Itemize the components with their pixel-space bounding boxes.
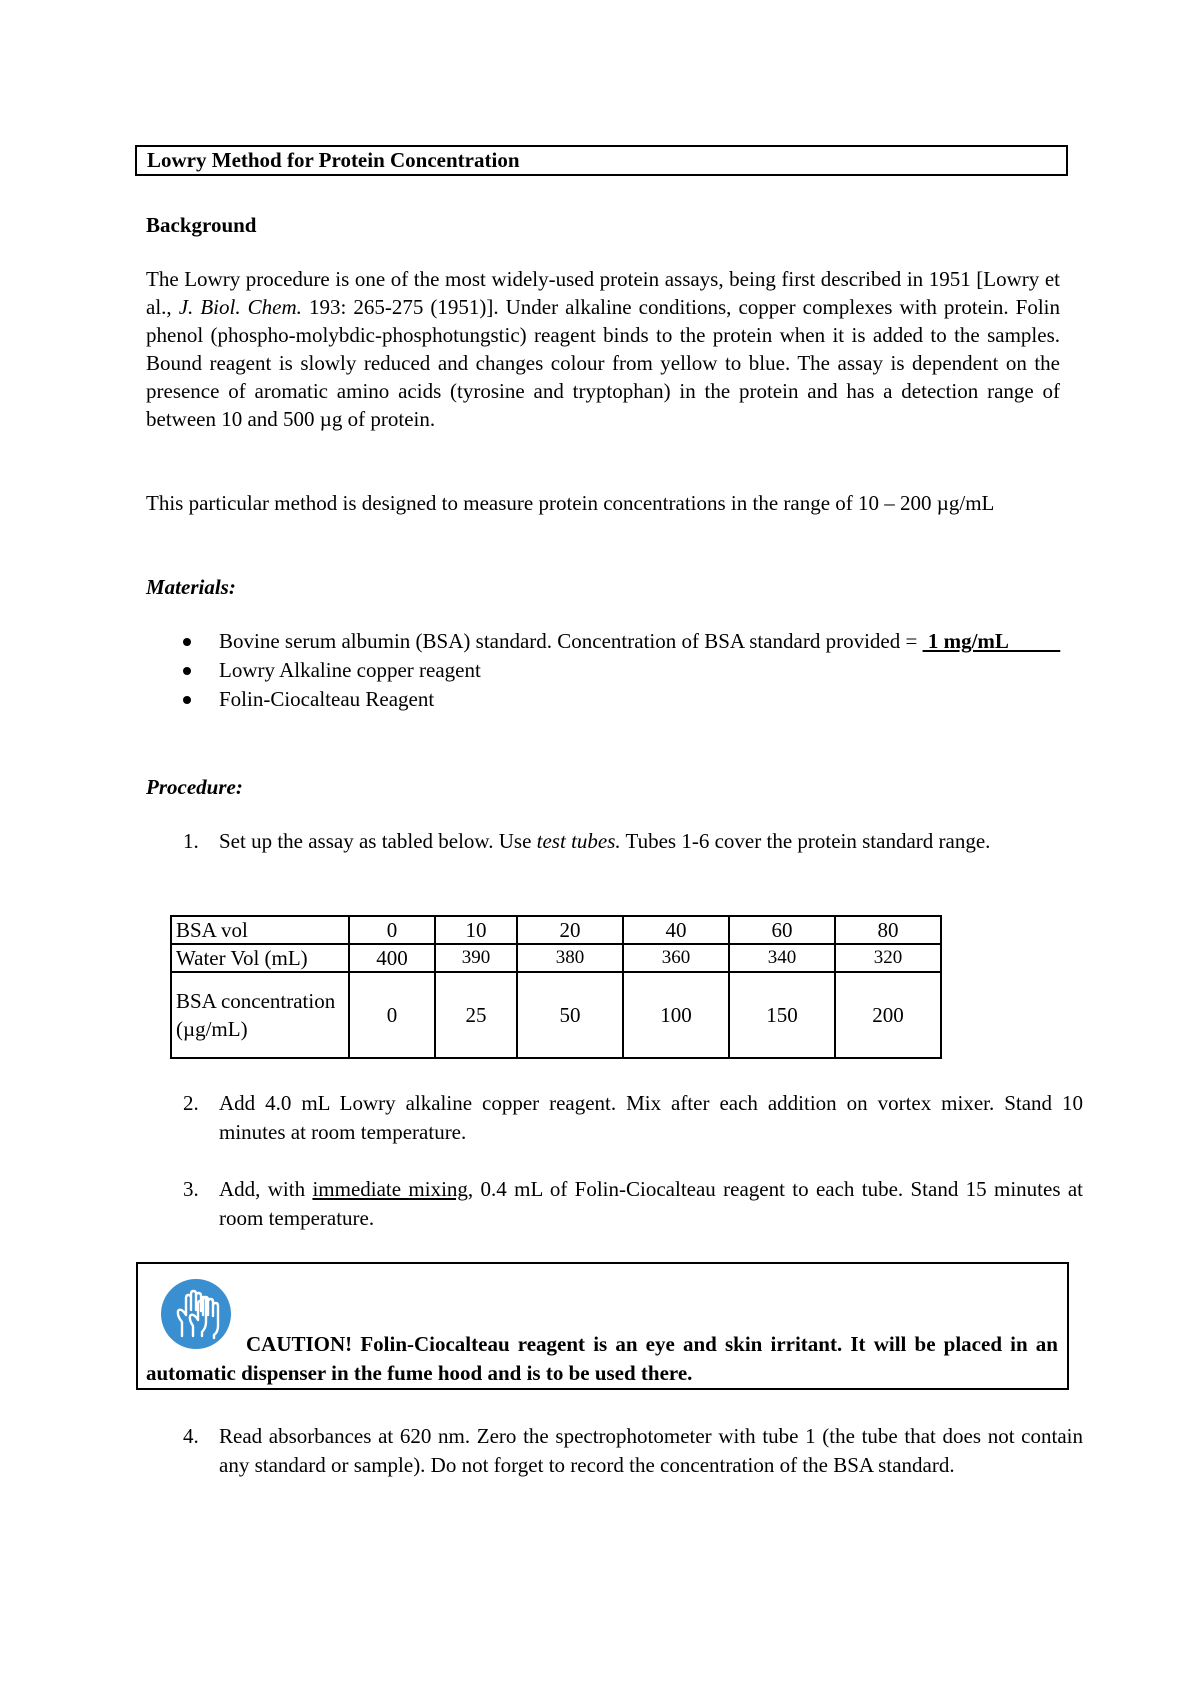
table-cell: 390: [435, 944, 517, 972]
step-text: Add, with immediate mixing, 0.4 mL of Folin-Ciocalteau reagent to each tube. Stand 15 minutes at room temperature.: [219, 1177, 1083, 1230]
procedure-heading: Procedure:: [146, 775, 243, 799]
materials-heading: Materials:: [146, 575, 236, 599]
step-number: 2.: [183, 1091, 199, 1115]
materials-list: [146, 627, 1066, 714]
table-cell: 50: [517, 972, 623, 1058]
table-cell: 380: [517, 944, 623, 972]
immediate-mixing-emphasis: immediate mixing: [312, 1177, 468, 1201]
table-cell: 340: [729, 944, 835, 972]
bullet-icon: [183, 696, 191, 704]
range-paragraph: This particular method is designed to measure protein concentrations in the range of 10 – 200 µg/mL: [146, 491, 995, 515]
bullet-icon: [183, 667, 191, 675]
table-cell: 320: [835, 944, 941, 972]
step-number: 1.: [183, 829, 199, 853]
table-cell: 100: [623, 972, 729, 1058]
table-row: [171, 944, 941, 972]
bsa-standard-text: Bovine serum albumin (BSA) standard. Concentration of BSA standard provided =: [219, 629, 923, 653]
table-cell: 40: [623, 916, 729, 944]
list-item: [146, 627, 1066, 656]
copper-reagent-text: Lowry Alkaline copper reagent: [219, 658, 481, 682]
table-row: [171, 972, 941, 1058]
step-text: Add 4.0 mL Lowry alkaline copper reagent. Mix after each addition on vortex mixer. Stand 10 minutes at room temperature.: [219, 1091, 1083, 1144]
table-cell: 0: [349, 916, 435, 944]
table-cell: 0: [349, 972, 435, 1058]
table-cell: 360: [623, 944, 729, 972]
procedure-step-3: [183, 1175, 1083, 1233]
test-tubes-emphasis: test tubes.: [536, 829, 621, 853]
table-row: [171, 916, 941, 944]
procedure-step-1: [183, 827, 1083, 856]
background-text-b: 193: 265-275 (1951)]. Under alkaline conditions, copper complexes with protein. Folin phenol (phospho-molybdic-phosphotungstic) reagent binds to the protein when it is added to the samples. Bound reagent is slowly reduced and changes colour from yellow to blue. The assay is dependent on the presence of aromatic amino acids (tyrosine and tryptophan) in the protein and has a detection range of between 10 and 500 µg of protein.: [146, 295, 1061, 431]
caution-text: CAUTION! Folin-Ciocalteau reagent is an eye and skin irritant. It will be placed in an automatic dispenser in the fume hood and is to be used there.: [146, 1332, 1058, 1385]
table-cell: 60: [729, 916, 835, 944]
row-label: BSA concentration (µg/mL): [171, 972, 349, 1058]
caution-box: [136, 1262, 1069, 1390]
assay-table: [170, 915, 942, 1059]
step-text: Set up the assay as tabled below. Use test tubes. Tubes 1-6 cover the protein standard range.: [219, 829, 991, 853]
bsa-standard-value: 1 mg/mL: [922, 629, 1061, 653]
table-cell: 25: [435, 972, 517, 1058]
step-number: 3.: [183, 1177, 199, 1201]
table-cell: 80: [835, 916, 941, 944]
table-cell: 400: [349, 944, 435, 972]
table-cell: 150: [729, 972, 835, 1058]
table-cell: 200: [835, 972, 941, 1058]
journal-name: J. Biol. Chem.: [178, 295, 302, 319]
step-number: 4.: [183, 1424, 199, 1448]
step-text: Read absorbances at 620 nm. Zero the spectrophotometer with tube 1 (the tube that does not contain any standard or sample). Do not forget to record the concentration of the BSA standard.: [219, 1424, 1083, 1477]
background-paragraph: [146, 265, 1060, 433]
row-label: BSA vol: [171, 916, 349, 944]
list-item: [146, 685, 1066, 714]
bullet-icon: [183, 638, 191, 646]
procedure-step-4: [183, 1422, 1083, 1480]
folin-reagent-text: Folin-Ciocalteau Reagent: [219, 687, 435, 711]
table-cell: 20: [517, 916, 623, 944]
row-label: Water Vol (mL): [171, 944, 349, 972]
list-item: [146, 656, 1066, 685]
background-heading: Background: [146, 213, 257, 237]
table-cell: 10: [435, 916, 517, 944]
page-title: Lowry Method for Protein Concentration: [135, 145, 1068, 176]
procedure-step-2: [183, 1089, 1083, 1147]
background-text-a: The Lowry procedure is one of the most widely-used protein assays, being first described in 1951 [Lowry et al.,: [146, 267, 1060, 319]
